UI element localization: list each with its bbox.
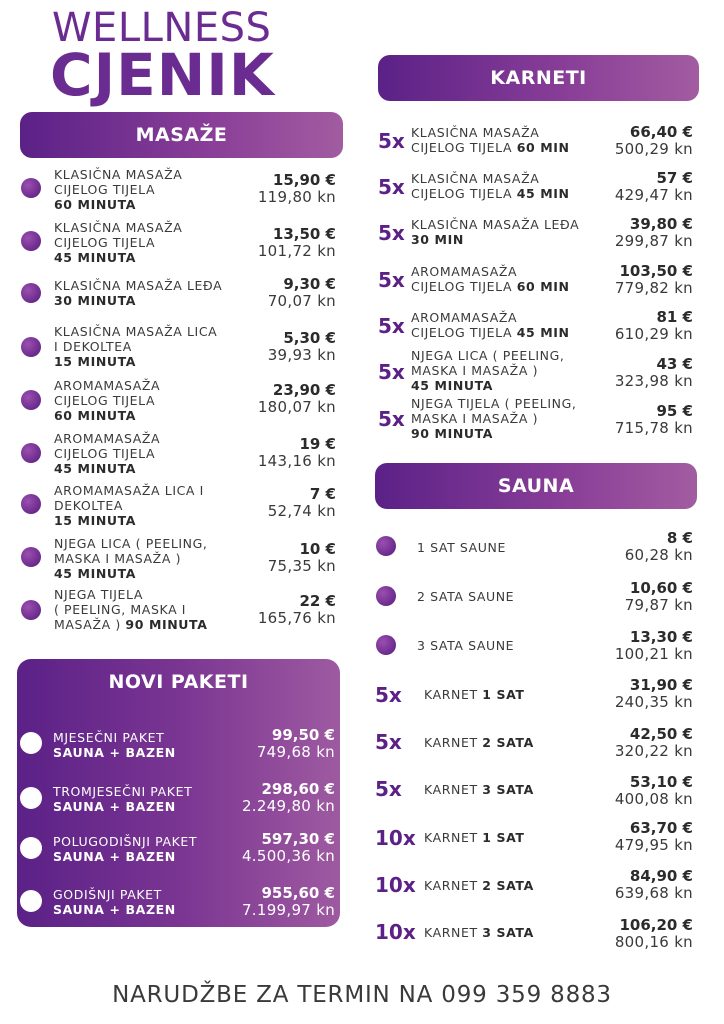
list-item-name: 2 SATA SAUNE bbox=[417, 589, 515, 604]
list-item-price: 8 € 60,28 kn bbox=[624, 529, 693, 564]
list-item-price: 10 € 75,35 kn bbox=[267, 540, 336, 575]
list-item-name: KARNET 3 SATA bbox=[424, 782, 534, 797]
bullet-icon bbox=[21, 600, 41, 620]
list-item-price: 23,90 € 180,07 kn bbox=[257, 381, 336, 416]
multiplier: 10x bbox=[375, 873, 416, 897]
list-item-price: 15,90 € 119,80 kn bbox=[257, 171, 336, 206]
list-item-name: AROMAMASAŽA CIJELOG TIJELA 60 MINUTA bbox=[54, 378, 161, 423]
sauna-banner: SAUNA bbox=[375, 463, 697, 509]
list-item-name: AROMAMASAŽA LICA I DEKOLTEA 15 MINUTA bbox=[54, 483, 204, 528]
novi-paketi-title: NOVI PAKETI bbox=[108, 671, 249, 693]
multiplier: 10x bbox=[375, 920, 416, 944]
bullet-icon bbox=[20, 837, 42, 859]
list-item-name: AROMAMASAŽA CIJELOG TIJELA 45 MIN bbox=[411, 310, 570, 340]
multiplier: 5x bbox=[378, 221, 405, 245]
bullet-icon bbox=[376, 586, 396, 606]
list-item-price: 31,90 € 240,35 kn bbox=[614, 676, 693, 711]
bullet-icon bbox=[20, 890, 42, 912]
list-item-price: 99,50 € 749,68 kn bbox=[256, 726, 335, 761]
list-item-price: 63,70 € 479,95 kn bbox=[614, 819, 693, 854]
list-item-price: 298,60 € 2.249,80 kn bbox=[241, 780, 335, 815]
list-item-price: 22 € 165,76 kn bbox=[257, 592, 336, 627]
list-item-price: 7 € 52,74 kn bbox=[267, 485, 336, 520]
list-item-price: 103,50 € 779,82 kn bbox=[614, 262, 693, 297]
list-item-price: 9,30 € 70,07 kn bbox=[267, 275, 336, 310]
multiplier: 5x bbox=[378, 268, 405, 292]
list-item-price: 10,60 € 79,87 kn bbox=[624, 579, 693, 614]
list-item-price: 13,50 € 101,72 kn bbox=[257, 225, 336, 260]
list-item-name: KARNET 2 SATA bbox=[424, 878, 534, 893]
list-item-name: NJEGA LICA ( PEELING, MASKA I MASAŽA ) 45 MINUTA bbox=[411, 348, 565, 393]
list-item-name: KARNET 1 SAT bbox=[424, 830, 525, 845]
multiplier: 5x bbox=[375, 683, 402, 707]
list-item-name: NJEGA TIJELA ( PEELING, MASKA I MASAŽA ) 90 MINUTA bbox=[411, 396, 577, 441]
list-item-name: KLASIČNA MASAŽA LICA I DEKOLTEA 15 MINUTA bbox=[54, 324, 218, 369]
list-item-name: TROMJESEČNI PAKET SAUNA + BAZEN bbox=[53, 784, 193, 814]
bullet-icon bbox=[376, 635, 396, 655]
list-item-name: KLASIČNA MASAŽA LEĐA 30 MIN bbox=[411, 217, 580, 247]
list-item-name: KARNET 2 SATA bbox=[424, 735, 534, 750]
footer-contact: NARUDŽBE ZA TERMIN NA 099 359 8883 bbox=[112, 982, 612, 1008]
list-item-name: KLASIČNA MASAŽA LEĐA 30 MINUTA bbox=[54, 278, 223, 308]
multiplier: 5x bbox=[378, 407, 405, 431]
list-item-name: AROMAMASAŽA CIJELOG TIJELA 60 MIN bbox=[411, 264, 570, 294]
novi-paketi-panel bbox=[17, 659, 340, 927]
bullet-icon bbox=[21, 547, 41, 567]
bullet-icon bbox=[21, 494, 41, 514]
bullet-icon bbox=[21, 231, 41, 251]
list-item-price: 106,20 € 800,16 kn bbox=[614, 916, 693, 951]
bullet-icon bbox=[21, 443, 41, 463]
list-item-price: 19 € 143,16 kn bbox=[257, 435, 336, 470]
list-item-price: 84,90 € 639,68 kn bbox=[614, 867, 693, 902]
list-item-name: NJEGA LICA ( PEELING, MASKA I MASAŽA ) 45 MINUTA bbox=[54, 536, 208, 581]
multiplier: 5x bbox=[378, 360, 405, 384]
list-item-price: 39,80 € 299,87 kn bbox=[614, 215, 693, 250]
list-item-price: 597,30 € 4.500,36 kn bbox=[241, 830, 335, 865]
list-item-name: KLASIČNA MASAŽA CIJELOG TIJELA 60 MIN bbox=[411, 125, 570, 155]
list-item-name: KLASIČNA MASAŽA CIJELOG TIJELA 45 MIN bbox=[411, 171, 570, 201]
bullet-icon bbox=[20, 732, 42, 754]
list-item-price: 95 € 715,78 kn bbox=[614, 402, 693, 437]
multiplier: 5x bbox=[378, 129, 405, 153]
list-item-name: NJEGA TIJELA ( PEELING, MASKA I MASAŽA ) 90 MINUTA bbox=[54, 587, 208, 632]
multiplier: 5x bbox=[375, 730, 402, 754]
masaze-banner: MASAŽE bbox=[20, 112, 343, 158]
list-item-price: 43 € 323,98 kn bbox=[614, 355, 693, 390]
multiplier: 5x bbox=[378, 175, 405, 199]
list-item-price: 5,30 € 39,93 kn bbox=[267, 329, 336, 364]
bullet-icon bbox=[21, 390, 41, 410]
bullet-icon bbox=[21, 178, 41, 198]
bullet-icon bbox=[21, 283, 41, 303]
multiplier: 10x bbox=[375, 826, 416, 850]
list-item-name: GODIŠNJI PAKET SAUNA + BAZEN bbox=[53, 887, 176, 917]
list-item-name: KARNET 3 SATA bbox=[424, 925, 534, 940]
list-item-price: 955,60 € 7.199,97 kn bbox=[241, 884, 335, 919]
list-item-name: AROMAMASAŽA CIJELOG TIJELA 45 MINUTA bbox=[54, 431, 161, 476]
list-item-name: KLASIČNA MASAŽA CIJELOG TIJELA 60 MINUTA bbox=[54, 167, 183, 212]
list-item-price: 66,40 € 500,29 kn bbox=[614, 123, 693, 158]
list-item-name: 1 SAT SAUNE bbox=[417, 540, 506, 555]
title-cjenik: CJENIK bbox=[50, 41, 275, 109]
list-item-name: MJESEČNI PAKET SAUNA + BAZEN bbox=[53, 730, 176, 760]
bullet-icon bbox=[376, 536, 396, 556]
bullet-icon bbox=[21, 337, 41, 357]
list-item-name: 3 SATA SAUNE bbox=[417, 638, 515, 653]
list-item-price: 42,50 € 320,22 kn bbox=[614, 725, 693, 760]
multiplier: 5x bbox=[378, 314, 405, 338]
title-wellness: WELLNESS bbox=[52, 5, 272, 51]
karneti-banner: KARNETI bbox=[378, 55, 699, 101]
multiplier: 5x bbox=[375, 777, 402, 801]
list-item-price: 57 € 429,47 kn bbox=[614, 169, 693, 204]
bullet-icon bbox=[20, 787, 42, 809]
list-item-name: POLUGODIŠNJI PAKET SAUNA + BAZEN bbox=[53, 834, 198, 864]
list-item-price: 53,10 € 400,08 kn bbox=[614, 773, 693, 808]
list-item-name: KARNET 1 SAT bbox=[424, 687, 525, 702]
list-item-name: KLASIČNA MASAŽA CIJELOG TIJELA 45 MINUTA bbox=[54, 220, 183, 265]
list-item-price: 81 € 610,29 kn bbox=[614, 308, 693, 343]
list-item-price: 13,30 € 100,21 kn bbox=[614, 628, 693, 663]
